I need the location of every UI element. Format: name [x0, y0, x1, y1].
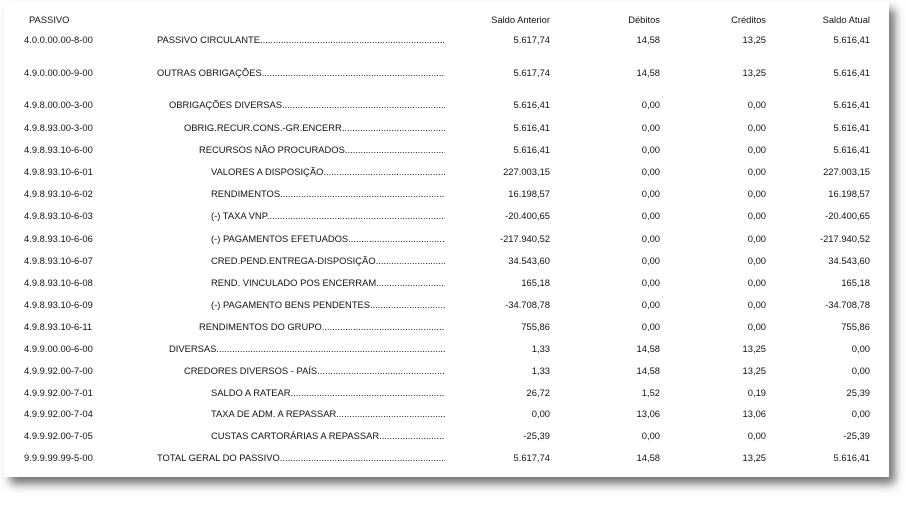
creditos-value: 0,00 [747, 255, 766, 266]
saldo-atual-value: 755,86 [841, 321, 870, 332]
table-row-total [4, 450, 889, 466]
creditos-value: 0,00 [747, 321, 766, 332]
creditos-value: 0,00 [747, 210, 766, 221]
debitos-value: 0,00 [641, 321, 660, 332]
account-description: VALORES A DISPOSIÇÃO ..... [211, 164, 445, 180]
account-code: 4.9.8.93.10-6-06 [24, 233, 93, 244]
creditos-value: 0,00 [747, 188, 766, 199]
debitos-value: 0,00 [641, 299, 660, 310]
creditos-value: 13,25 [742, 343, 766, 354]
account-description: CREDORES DIVERSOS - PAÍS ..... [184, 363, 445, 379]
saldo-atual-value: 5.616,41 [833, 452, 870, 463]
account-description: RECURSOS NÃO PROCURADOS ..... [199, 142, 445, 158]
saldo-anterior-value: 5.616,41 [513, 144, 550, 155]
saldo-anterior-value: 0,00 [531, 408, 550, 419]
table-row [4, 120, 889, 136]
table-row [4, 65, 889, 81]
debitos-value: 0,00 [641, 122, 660, 133]
saldo-anterior-value: 5.617,74 [513, 34, 550, 45]
table-row [4, 428, 889, 444]
creditos-value: 0,00 [747, 122, 766, 133]
account-code: 4.9.8.93.10-6-00 [24, 144, 93, 155]
table-row [4, 97, 889, 113]
saldo-anterior-value: 34.543,60 [508, 255, 550, 266]
account-code: 4.9.9.92.00-7-05 [24, 430, 93, 441]
table-row [4, 231, 889, 247]
debitos-value: 14,58 [636, 343, 660, 354]
saldo-atual-value: 227.003,15 [823, 166, 870, 177]
account-description: OBRIG.RECUR.CONS.-GR.ENCERR ..... [184, 120, 445, 136]
creditos-value: 0,00 [747, 166, 766, 177]
debitos-value: 0,00 [641, 277, 660, 288]
saldo-anterior-value: 5.617,74 [513, 67, 550, 78]
saldo-atual-value: 25,39 [846, 387, 870, 398]
creditos-value: 0,00 [747, 299, 766, 310]
table-row [4, 385, 889, 401]
account-description: (-) TAXA VNP ..... [211, 208, 445, 224]
creditos-value: 0,00 [747, 144, 766, 155]
table-row [4, 363, 889, 379]
creditos-value: 0,19 [747, 387, 766, 398]
creditos-value: 0,00 [747, 277, 766, 288]
creditos-value: 0,00 [747, 99, 766, 110]
saldo-atual-value: -25,39 [843, 430, 870, 441]
debitos-value: 14,58 [636, 452, 660, 463]
creditos-value: 13,25 [742, 365, 766, 376]
account-code: 4.9.9.92.00-7-01 [24, 387, 93, 398]
saldo-anterior-value: 755,86 [521, 321, 550, 332]
saldo-anterior-value: 227.003,15 [503, 166, 550, 177]
saldo-atual-value: 5.616,41 [833, 34, 870, 45]
saldo-atual-value: 16.198,57 [828, 188, 870, 199]
debitos-value: 14,58 [636, 67, 660, 78]
debitos-value: 14,58 [636, 365, 660, 376]
account-code: 4.9.9.92.00-7-00 [24, 365, 93, 376]
table-row [4, 164, 889, 180]
table-row [4, 186, 889, 202]
saldo-atual-value: 0,00 [851, 408, 870, 419]
account-code: 4.9.9.00.00-6-00 [24, 343, 93, 354]
debitos-value: 0,00 [641, 188, 660, 199]
saldo-anterior-value: -20.400,65 [505, 210, 550, 221]
debitos-value: 0,00 [641, 166, 660, 177]
saldo-anterior-value: 1,33 [531, 343, 550, 354]
table-row [4, 253, 889, 269]
account-code: 4.9.8.93.10-6-09 [24, 299, 93, 310]
table-row [4, 406, 889, 422]
debitos-value: 1,52 [641, 387, 660, 398]
saldo-anterior-value: -34.708,78 [505, 299, 550, 310]
col-saldo-anterior: Saldo Anterior [491, 14, 550, 25]
creditos-value: 0,00 [747, 233, 766, 244]
table-row [4, 142, 889, 158]
account-code: 4.9.8.93.10-6-03 [24, 210, 93, 221]
col-creditos: Créditos [731, 14, 766, 25]
section-header: PASSIVO [29, 14, 70, 25]
account-code: 4.9.8.93.10-6-02 [24, 188, 93, 199]
account-description: (-) PAGAMENTOS EFETUADOS ..... [211, 231, 445, 247]
account-code: 9.9.9.99.99-5-00 [24, 452, 93, 463]
report-sheet [4, 2, 889, 477]
saldo-anterior-value: 5.616,41 [513, 122, 550, 133]
saldo-atual-value: -20.400,65 [825, 210, 870, 221]
account-code: 4.9.8.93.10-6-11 [24, 321, 93, 332]
account-description: OBRIGAÇÕES DIVERSAS ..... [169, 97, 445, 113]
table-header [4, 12, 889, 28]
saldo-atual-value: -217.940,52 [819, 233, 870, 244]
creditos-value: 13,06 [742, 408, 766, 419]
table-row [4, 319, 889, 335]
account-description: (-) PAGAMENTO BENS PENDENTES ..... [211, 297, 445, 313]
account-code: 4.9.8.93.10-6-07 [24, 255, 93, 266]
table-row [4, 341, 889, 357]
table-row [4, 297, 889, 313]
account-description: CRED.PEND.ENTREGA-DISPOSIÇÃO ..... [211, 253, 445, 269]
account-description: DIVERSAS ..... [169, 341, 445, 357]
account-description: CUSTAS CARTORÁRIAS A REPASSAR ..... [211, 428, 445, 444]
saldo-anterior-value: 26,72 [526, 387, 550, 398]
account-code: 4.0.0.00.00-8-00 [24, 34, 93, 45]
saldo-atual-value: 0,00 [851, 343, 870, 354]
debitos-value: 13,06 [636, 408, 660, 419]
saldo-atual-value: -34.708,78 [825, 299, 870, 310]
creditos-value: 13,25 [742, 34, 766, 45]
table-row [4, 275, 889, 291]
creditos-value: 0,00 [747, 430, 766, 441]
account-description: OUTRAS OBRIGAÇÕES ..... [157, 65, 445, 81]
debitos-value: 0,00 [641, 144, 660, 155]
account-description: PASSIVO CIRCULANTE ..... [157, 32, 445, 48]
table-row [4, 32, 889, 48]
saldo-anterior-value: 1,33 [531, 365, 550, 376]
saldo-anterior-value: -217.940,52 [499, 233, 550, 244]
saldo-anterior-value: 5.616,41 [513, 99, 550, 110]
saldo-anterior-value: 16.198,57 [508, 188, 550, 199]
account-code: 4.9.8.93.10-6-08 [24, 277, 93, 288]
debitos-value: 0,00 [641, 210, 660, 221]
account-code: 4.9.0.00.00-9-00 [24, 67, 93, 78]
debitos-value: 0,00 [641, 255, 660, 266]
saldo-atual-value: 5.616,41 [833, 67, 870, 78]
creditos-value: 13,25 [742, 67, 766, 78]
saldo-atual-value: 0,00 [851, 365, 870, 376]
account-description: SALDO A RATEAR ..... [211, 385, 445, 401]
col-saldo-atual: Saldo Atual [822, 14, 870, 25]
account-description: RENDIMENTOS ..... [211, 186, 445, 202]
account-code: 4.9.8.93.00-3-00 [24, 122, 93, 133]
saldo-atual-value: 5.616,41 [833, 99, 870, 110]
saldo-atual-value: 34.543,60 [828, 255, 870, 266]
debitos-value: 0,00 [641, 99, 660, 110]
col-debitos: Débitos [628, 14, 660, 25]
account-code: 4.9.9.92.00-7-04 [24, 408, 93, 419]
debitos-value: 0,00 [641, 430, 660, 441]
saldo-atual-value: 5.616,41 [833, 144, 870, 155]
saldo-atual-value: 5.616,41 [833, 122, 870, 133]
account-description: TOTAL GERAL DO PASSIVO ..... [157, 450, 445, 466]
saldo-anterior-value: 5.617,74 [513, 452, 550, 463]
account-description: REND. VINCULADO POS ENCERRAM ..... [211, 275, 445, 291]
account-description: TAXA DE ADM. A REPASSAR ..... [211, 406, 445, 422]
creditos-value: 13,25 [742, 452, 766, 463]
account-code: 4.9.8.00.00-3-00 [24, 99, 93, 110]
account-description: RENDIMENTOS DO GRUPO ..... [199, 319, 445, 335]
table-row [4, 208, 889, 224]
debitos-value: 14,58 [636, 34, 660, 45]
account-code: 4.9.8.93.10-6-01 [24, 166, 93, 177]
saldo-atual-value: 165,18 [841, 277, 870, 288]
saldo-anterior-value: -25,39 [523, 430, 550, 441]
saldo-anterior-value: 165,18 [521, 277, 550, 288]
debitos-value: 0,00 [641, 233, 660, 244]
